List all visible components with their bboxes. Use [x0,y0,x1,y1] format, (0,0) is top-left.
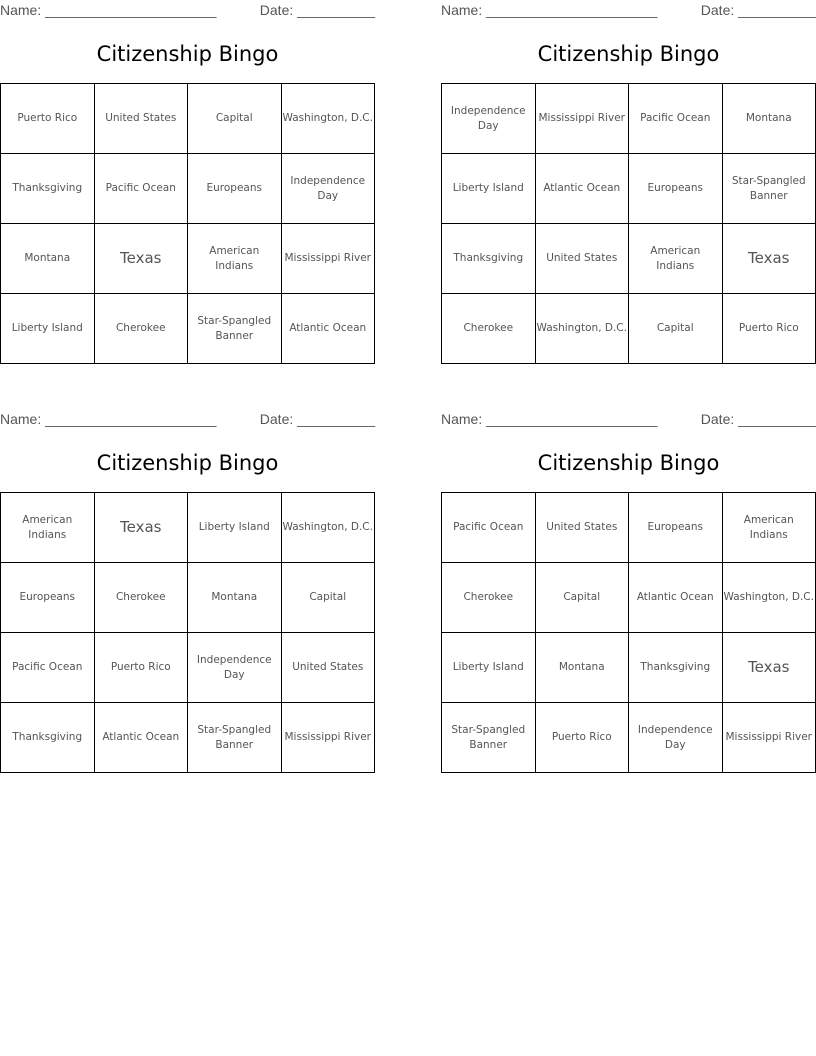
bingo-cell: Puerto Rico [722,294,816,364]
bingo-row [1,294,375,364]
bingo-cell: Pacific Ocean [94,154,188,224]
bingo-row [1,563,375,633]
bingo-cell: Europeans [629,493,723,563]
bingo-card [441,409,816,781]
bingo-cell: Cherokee [94,294,188,364]
bingo-cell: Thanksgiving [629,633,723,703]
bingo-cell: American Indians [1,493,95,563]
bingo-cell: Mississippi River [535,84,629,154]
name-field-label: Name: ______________________ [0,2,217,18]
bingo-grid [441,492,816,773]
bingo-cell: Texas [722,224,816,294]
bingo-cell: Atlantic Ocean [94,703,188,773]
bingo-cell: Washington, D.C. [722,563,816,633]
bingo-cell: Independence Day [629,703,723,773]
bingo-cell: Europeans [188,154,282,224]
bingo-row [442,154,816,224]
bingo-cell: Thanksgiving [442,224,536,294]
bingo-cell: Star-Spangled Banner [722,154,816,224]
bingo-card [441,0,816,372]
bingo-cell: Capital [281,563,375,633]
bingo-cell: United States [94,84,188,154]
bingo-cell: Mississippi River [281,703,375,773]
card-header [0,0,375,20]
bingo-cell: Atlantic Ocean [629,563,723,633]
bingo-cell: Thanksgiving [1,154,95,224]
bingo-cell: Montana [188,563,282,633]
bingo-cell: Montana [535,633,629,703]
bingo-card [0,0,375,372]
date-field-label: Date: __________ [259,2,375,18]
card-title: Citizenship Bingo [96,42,279,66]
bingo-row [442,294,816,364]
bingo-row [442,703,816,773]
bingo-row [1,703,375,773]
bingo-cell: Cherokee [94,563,188,633]
bingo-row [442,563,816,633]
bingo-row [1,633,375,703]
bingo-cell: Pacific Ocean [629,84,723,154]
bingo-row [442,224,816,294]
bingo-cell: United States [535,224,629,294]
bingo-cell: American Indians [722,493,816,563]
bingo-cell: Texas [722,633,816,703]
bingo-cell: Star-Spangled Banner [442,703,536,773]
bingo-cell: United States [281,633,375,703]
bingo-cell: Liberty Island [1,294,95,364]
name-field-label: Name: ______________________ [441,411,658,427]
bingo-row [442,84,816,154]
bingo-cell: Mississippi River [281,224,375,294]
bingo-cell: Star-Spangled Banner [188,703,282,773]
bingo-grid [0,83,375,364]
bingo-cell: Atlantic Ocean [535,154,629,224]
bingo-cell: Capital [629,294,723,364]
date-field-label: Date: __________ [700,2,816,18]
bingo-cell: Washington, D.C. [281,84,375,154]
bingo-cell: Cherokee [442,563,536,633]
bingo-cell: Liberty Island [442,154,536,224]
bingo-card [0,409,375,781]
date-field-label: Date: __________ [259,411,375,427]
bingo-cell: Texas [94,224,188,294]
bingo-cell: Puerto Rico [94,633,188,703]
bingo-cell: Texas [94,493,188,563]
bingo-cell: Cherokee [442,294,536,364]
bingo-cell: Puerto Rico [535,703,629,773]
bingo-cell: Pacific Ocean [1,633,95,703]
name-field-label: Name: ______________________ [0,411,217,427]
bingo-row [1,84,375,154]
card-header [441,409,816,429]
bingo-cell: Pacific Ocean [442,493,536,563]
bingo-grid [441,83,816,364]
bingo-cell: Montana [722,84,816,154]
bingo-cell: Europeans [1,563,95,633]
bingo-grid [0,492,375,773]
bingo-cell: Montana [1,224,95,294]
bingo-cell: Europeans [629,154,723,224]
card-title: Citizenship Bingo [96,451,279,475]
bingo-cell: Washington, D.C. [281,493,375,563]
bingo-cell: Mississippi River [722,703,816,773]
bingo-cell: Capital [535,563,629,633]
bingo-cell: Washington, D.C. [535,294,629,364]
bingo-row [442,633,816,703]
bingo-cell: Thanksgiving [1,703,95,773]
bingo-row [1,493,375,563]
bingo-row [442,493,816,563]
bingo-row [1,154,375,224]
card-title: Citizenship Bingo [537,42,720,66]
card-title: Citizenship Bingo [537,451,720,475]
bingo-cell: American Indians [629,224,723,294]
card-header [441,0,816,20]
bingo-cell: United States [535,493,629,563]
bingo-cell: Liberty Island [188,493,282,563]
bingo-cell: Atlantic Ocean [281,294,375,364]
bingo-cell: Puerto Rico [1,84,95,154]
bingo-cell: Independence Day [188,633,282,703]
date-field-label: Date: __________ [700,411,816,427]
bingo-cell: Capital [188,84,282,154]
bingo-cell: Independence Day [281,154,375,224]
card-header [0,409,375,429]
bingo-cell: American Indians [188,224,282,294]
name-field-label: Name: ______________________ [441,2,658,18]
bingo-cell: Independence Day [442,84,536,154]
bingo-cell: Star-Spangled Banner [188,294,282,364]
bingo-cell: Liberty Island [442,633,536,703]
bingo-row [1,224,375,294]
